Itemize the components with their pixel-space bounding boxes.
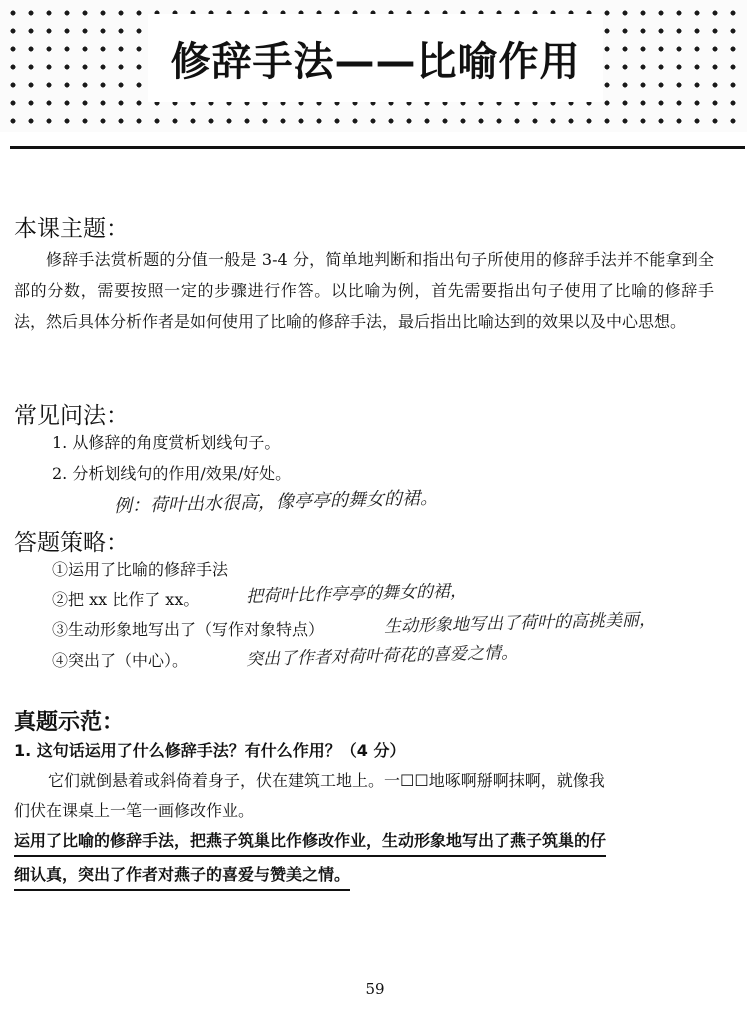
header-divider	[10, 146, 745, 149]
example-heading: 真题示范：	[14, 710, 125, 735]
intro-paragraph: 修辞手法赏析题的分值一般是 3-4 分，简单地判断和指出句子所使用的修辞手法并不能拿到全部的分数，需要按照一定的步骤进行作答。以比喻为例，首先需要指出句子使用了比喻的修辞手法，然后具体分析作者是如何使用了比喻的修辞手法，最后指出比喻达到的效果以及中心思想。	[14, 250, 714, 331]
strategy-step-2: ②把 xx 比作了 xx。	[52, 590, 200, 609]
intro-heading: 本课主题：	[14, 216, 129, 242]
example-answer-line-1: 运用了比喻的修辞手法，把燕子筑巢比作修改作业，生动形象地写出了燕子筑巢的仔	[14, 828, 606, 857]
example-passage-line-1: 它们就倒悬着或斜倚着身子，伏在建筑工地上。一☐☐地啄啊掰啊抹啊，就像我	[48, 771, 605, 790]
strategy-step-3-note: 生动形象地写出了荷叶的高挑美丽，	[383, 609, 657, 637]
questions-heading: 常见问法：	[14, 403, 129, 429]
title-box	[148, 14, 603, 102]
question-item-1: 1. 从修辞的角度赏析划线句子。	[52, 433, 281, 452]
handwritten-example-note: 例：荷叶出水很高，像亭亭的舞女的裙。	[113, 487, 439, 517]
page-number: 59	[365, 980, 385, 998]
page-title: 修辞手法——比喻作用	[170, 38, 581, 85]
question-item-2: 2. 分析划线句的作用/效果/好处。	[52, 464, 292, 483]
example-answer-line-2: 细认真，突出了作者对燕子的喜爱与赞美之情。	[14, 862, 350, 891]
example-passage-line-2: 们伏在课桌上一笔一画修改作业。	[14, 801, 255, 820]
strategy-step-4-note: 突出了作者对荷叶荷花的喜爱之情。	[245, 642, 519, 670]
example-question: 1. 这句话运用了什么修辞手法？有什么作用？（4 分）	[14, 741, 406, 760]
strategy-step-1: ①运用了比喻的修辞手法	[52, 560, 229, 579]
strategy-step-4: ④突出了（中心）。	[52, 651, 189, 670]
strategy-heading: 答题策略：	[14, 530, 129, 556]
strategy-step-2-note: 把荷叶比作亭亭的舞女的裙，	[245, 581, 468, 607]
strategy-step-3: ③生动形象地写出了（写作对象特点）	[52, 620, 325, 639]
